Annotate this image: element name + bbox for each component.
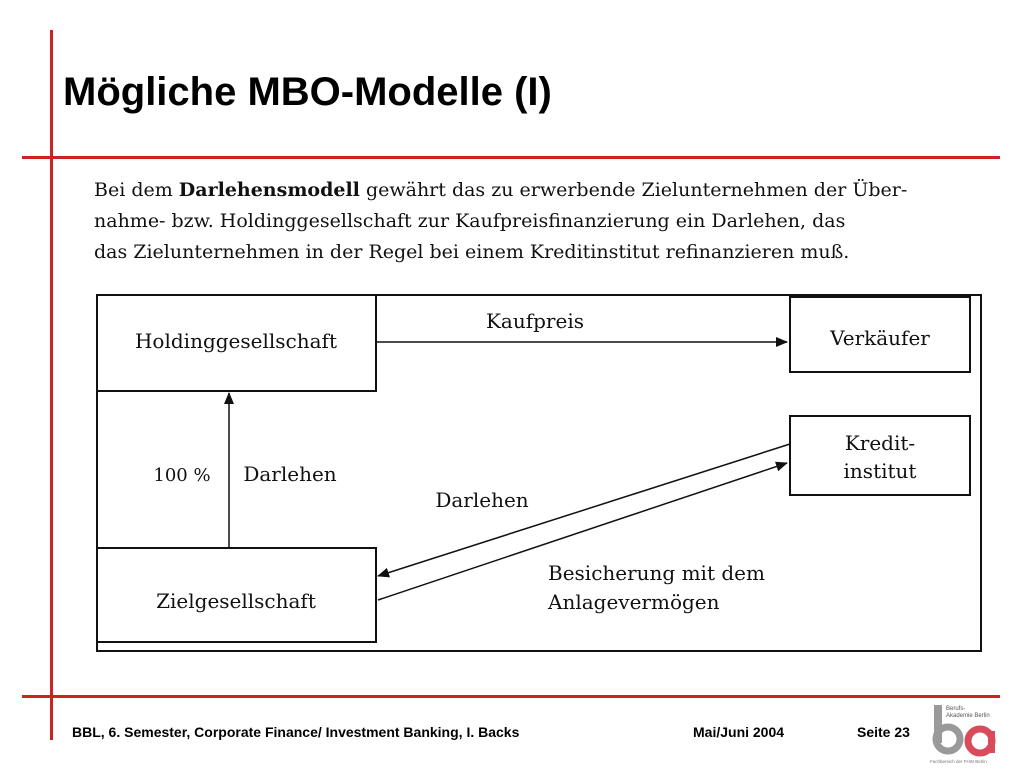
slide-title: Mögliche MBO-Modelle (I) <box>63 70 552 114</box>
footer-page-number: Seite 23 <box>857 724 910 740</box>
target-label: Zielgesellschaft <box>156 589 316 613</box>
title-divider-rule <box>22 156 1000 159</box>
footer-date: Mai/Juni 2004 <box>693 724 785 740</box>
footer-course: BBL, 6. Semester, Corporate Finance/ Investment Banking, I. Backs <box>72 724 520 740</box>
logo-text-line-1: Berufs- <box>946 706 966 712</box>
loan-vertical-label: Darlehen <box>243 462 337 486</box>
bank-box <box>790 416 970 495</box>
footer-divider-rule <box>22 695 1000 698</box>
logo-caption: Fachbereich der FHW Berlin <box>930 759 987 764</box>
seller-label: Verkäufer <box>830 326 930 350</box>
intro-line-1-post: gewährt das zu erwerbende Zielunternehmen der Über- <box>359 179 908 201</box>
intro-line-1-pre: Bei dem <box>94 179 179 201</box>
purchase-price-label: Kaufpreis <box>485 309 585 333</box>
intro-term-darlehensmodell: Darlehensmodell <box>178 179 360 201</box>
left-vertical-rule <box>50 30 53 740</box>
logo-text-line-2: Akademie Berlin <box>946 713 990 719</box>
collateral-label-line-1: Besicherung mit dem <box>548 561 765 585</box>
collateral-label-line-2: Anlagevermögen <box>548 590 720 614</box>
bank-label-line-2: institut <box>843 459 917 483</box>
share-label: 100 % <box>153 465 211 486</box>
holding-label: Holdinggesellschaft <box>134 329 338 353</box>
loan-diagonal-label: Darlehen <box>435 488 529 512</box>
intro-line-2: nahme- bzw. Holdinggesellschaft zur Kaufpreisfinanzierung ein Darlehen, das <box>94 210 846 232</box>
mbo-darlehensmodell-diagram <box>90 165 990 665</box>
intro-line-3: das Zielunternehmen in der Regel bei einem Kreditinstitut refinanzieren muß. <box>94 241 850 263</box>
berufsakademie-berlin-logo <box>928 703 1008 765</box>
bank-label-line-1: Kredit- <box>844 431 916 455</box>
logo-a-stem <box>988 731 995 753</box>
